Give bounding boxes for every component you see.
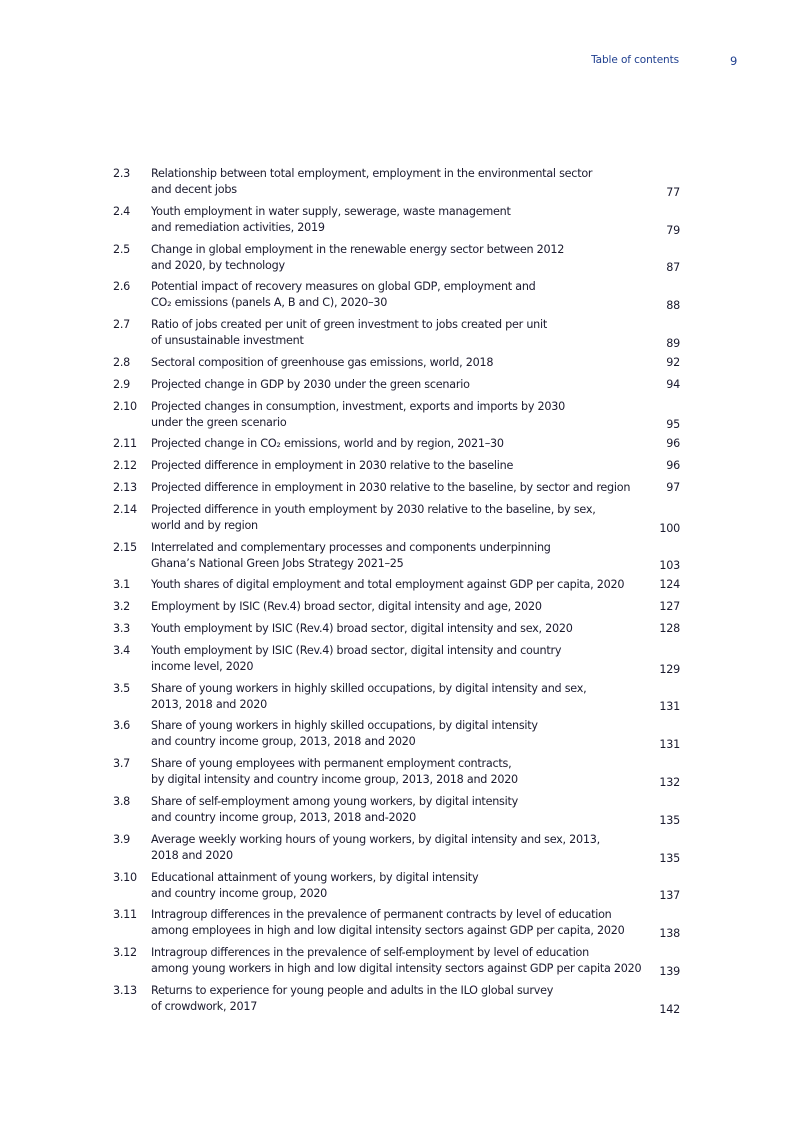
toc-entry-page: 88 <box>666 299 680 313</box>
toc-entry[interactable] <box>113 870 680 908</box>
toc-entry[interactable] <box>113 399 680 437</box>
toc-entry-number: 2.10 <box>113 399 137 413</box>
toc-entry-title <box>151 983 661 1015</box>
toc-entry-title-line: and remediation activities, 2019 <box>151 220 325 234</box>
toc-entry-title-line: by digital intensity and country income group, 2013, 2018 and 2020 <box>151 773 518 787</box>
toc-entry-title-line: Educational attainment of young workers, by digital intensity <box>151 870 479 884</box>
toc-entry-title <box>151 355 661 371</box>
toc-entry[interactable] <box>113 279 680 317</box>
toc-entry[interactable] <box>113 756 680 794</box>
toc-entry-page: 131 <box>659 738 680 752</box>
toc-entry-title-line: Projected change in GDP by 2030 under the green scenario <box>151 377 470 391</box>
toc-entry-page: 96 <box>666 459 680 473</box>
toc-entry-number: 3.1 <box>113 578 131 592</box>
toc-entry-title-line: Share of young workers in highly skilled occupations, by digital intensity <box>151 719 538 733</box>
toc-entry[interactable] <box>113 355 680 377</box>
toc-entry-title <box>151 907 661 939</box>
toc-entry-title-line: Average weekly working hours of young workers, by digital intensity and sex, 2013, <box>151 832 600 846</box>
toc-entry-title-line: Ratio of jobs created per unit of green investment to jobs created per unit <box>151 318 548 332</box>
toc-entry-title-line: income level, 2020 <box>151 659 254 673</box>
toc-entry-number: 3.8 <box>113 794 131 808</box>
toc-entry[interactable] <box>113 204 680 242</box>
toc-entry-title <box>151 480 661 496</box>
toc-entry-title-line: Youth shares of digital employment and total employment against GDP per capita, 2020 <box>151 578 625 592</box>
toc-entry-page: 95 <box>666 418 680 432</box>
toc-entry-title <box>151 399 661 431</box>
toc-entry-page: 127 <box>659 600 680 614</box>
toc-entry-title <box>151 540 661 572</box>
toc-entry-number: 3.10 <box>113 870 137 884</box>
toc-entry-number: 2.12 <box>113 459 137 473</box>
table-of-contents-list <box>113 166 680 1021</box>
toc-entry-title-line: Projected change in CO₂ emissions, world and by region, 2021–30 <box>151 437 504 451</box>
toc-entry-title-line: among young workers in high and low digital intensity sectors against GDP per capita 2020 <box>151 962 642 976</box>
toc-entry-title <box>151 718 661 750</box>
toc-entry-number: 2.6 <box>113 280 131 294</box>
toc-entry-title-line: Intragroup differences in the prevalence of permanent contracts by level of education <box>151 908 612 922</box>
toc-entry-number: 3.13 <box>113 983 137 997</box>
toc-entry-title-line: Change in global employment in the renewable energy sector between 2012 <box>151 242 565 256</box>
toc-entry-title <box>151 242 661 274</box>
toc-entry-title <box>151 577 661 593</box>
toc-entry-number: 2.15 <box>113 540 137 554</box>
toc-entry-page: 100 <box>659 521 680 535</box>
running-header <box>0 54 793 70</box>
toc-entry-page: 131 <box>659 700 680 714</box>
toc-entry-page: 138 <box>659 927 680 941</box>
toc-entry-page: 135 <box>659 813 680 827</box>
toc-entry[interactable] <box>113 577 680 599</box>
toc-entry-title-line: Intragroup differences in the prevalence of self-employment by level of education <box>151 946 589 960</box>
toc-entry-title <box>151 458 661 474</box>
toc-entry[interactable] <box>113 621 680 643</box>
toc-entry-number: 3.3 <box>113 621 131 635</box>
toc-entry-number: 3.11 <box>113 908 137 922</box>
toc-entry-title-line: Potential impact of recovery measures on global GDP, employment and <box>151 280 536 294</box>
toc-entry-title-line: Relationship between total employment, employment in the environmental sector <box>151 167 593 180</box>
toc-entry-title <box>151 794 661 826</box>
toc-entry[interactable] <box>113 718 680 756</box>
toc-entry-title-line: and decent jobs <box>151 183 237 196</box>
page-number: 9 <box>730 54 738 68</box>
toc-entry-page: 128 <box>659 621 680 635</box>
toc-entry-title <box>151 643 661 675</box>
toc-entry-title <box>151 436 661 452</box>
toc-entry-title <box>151 377 661 393</box>
toc-entry-page: 87 <box>666 261 680 275</box>
toc-entry[interactable] <box>113 832 680 870</box>
toc-entry-page: 77 <box>666 185 680 199</box>
toc-entry-title <box>151 681 661 713</box>
toc-entry-page: 132 <box>659 775 680 789</box>
toc-entry-number: 3.9 <box>113 832 131 846</box>
toc-entry[interactable] <box>113 643 680 681</box>
toc-entry-page: 89 <box>666 336 680 350</box>
toc-entry-title-line: and 2020, by technology <box>151 258 285 272</box>
toc-entry[interactable] <box>113 983 680 1021</box>
toc-entry-number: 3.5 <box>113 681 131 695</box>
toc-entry[interactable] <box>113 907 680 945</box>
toc-entry-title <box>151 621 661 637</box>
toc-entry-title-line: Projected changes in consumption, investment, exports and imports by 2030 <box>151 399 566 413</box>
toc-entry-number: 2.11 <box>113 437 137 451</box>
toc-entry-title-line: and country income group, 2013, 2018 and 2020 <box>151 735 416 749</box>
toc-entry-page: 97 <box>666 480 680 494</box>
toc-entry-page: 137 <box>659 889 680 903</box>
toc-entry-title-line: Employment by ISIC (Rev.4) broad sector, digital intensity and age, 2020 <box>151 600 542 614</box>
toc-entry-number: 3.2 <box>113 600 131 614</box>
toc-entry-number: 2.3 <box>113 167 131 180</box>
toc-entry-page: 103 <box>659 559 680 573</box>
toc-entry-number: 2.7 <box>113 318 131 332</box>
toc-entry[interactable] <box>113 480 680 502</box>
toc-entry[interactable] <box>113 436 680 458</box>
toc-entry[interactable] <box>113 317 680 355</box>
toc-entry-number: 2.14 <box>113 502 137 516</box>
toc-entry-title-line: Projected difference in employment in 2030 relative to the baseline <box>151 459 514 473</box>
toc-entry[interactable] <box>113 945 680 983</box>
toc-entry-page: 79 <box>666 223 680 237</box>
toc-entry-title-line: Youth employment in water supply, sewerage, waste management <box>151 204 511 218</box>
toc-entry[interactable] <box>113 458 680 480</box>
toc-entry-title-line: 2018 and 2020 <box>151 848 233 862</box>
toc-entry-title-line: Interrelated and complementary processes and components underpinning <box>151 540 551 554</box>
toc-entry[interactable] <box>113 502 680 540</box>
toc-entry-title <box>151 756 661 788</box>
toc-entry-title-line: and country income group, 2013, 2018 and-2020 <box>151 810 416 824</box>
toc-entry-page: 94 <box>666 377 680 391</box>
toc-entry-title <box>151 279 661 311</box>
toc-entry[interactable] <box>113 377 680 399</box>
toc-entry[interactable] <box>113 681 680 719</box>
toc-entry-title-line: Share of self-employment among young workers, by digital intensity <box>151 794 518 808</box>
toc-entry-page: 129 <box>659 662 680 676</box>
toc-entry[interactable] <box>113 242 680 280</box>
toc-entry-page: 139 <box>659 964 680 978</box>
section-title: Table of contents <box>591 54 679 66</box>
toc-entry-page: 124 <box>659 578 680 592</box>
toc-entry-number: 3.12 <box>113 946 137 960</box>
toc-entry-title-line: under the green scenario <box>151 415 287 429</box>
toc-entry-number: 2.4 <box>113 204 131 218</box>
toc-entry-title-line: 2013, 2018 and 2020 <box>151 697 267 711</box>
toc-entry-title-line: Sectoral composition of greenhouse gas emissions, world, 2018 <box>151 355 494 369</box>
toc-entry[interactable] <box>113 540 680 578</box>
toc-entry-title-line: Share of young employees with permanent employment contracts, <box>151 757 512 771</box>
toc-entry-title-line: Youth employment by ISIC (Rev.4) broad sector, digital intensity and country <box>151 643 562 657</box>
toc-entry[interactable] <box>113 166 680 204</box>
toc-entry-number: 2.9 <box>113 377 131 391</box>
toc-entry-page: 96 <box>666 437 680 451</box>
toc-entry-title <box>151 204 661 236</box>
toc-entry-title-line: among employees in high and low digital intensity sectors against GDP per capita, 2020 <box>151 924 625 938</box>
toc-entry[interactable] <box>113 794 680 832</box>
toc-entry-title-line: world and by region <box>151 518 258 532</box>
toc-entry-number: 2.8 <box>113 355 131 369</box>
toc-entry-title <box>151 945 661 977</box>
toc-entry-title-line: of crowdwork, 2017 <box>151 999 258 1013</box>
toc-entry-title <box>151 832 661 864</box>
toc-entry-page: 142 <box>659 1002 680 1016</box>
toc-entry-title-line: Projected difference in employment in 2030 relative to the baseline, by sector and region <box>151 480 631 494</box>
toc-entry-title <box>151 317 661 349</box>
toc-entry-title-line: Youth employment by ISIC (Rev.4) broad sector, digital intensity and sex, 2020 <box>151 621 573 635</box>
toc-entry-title-line: Projected difference in youth employment by 2030 relative to the baseline, by sex, <box>151 502 596 516</box>
toc-entry-number: 3.4 <box>113 643 131 657</box>
toc-entry-title-line: CO₂ emissions (panels A, B and C), 2020–30 <box>151 296 388 310</box>
toc-entry-title-line: Returns to experience for young people and adults in the ILO global survey <box>151 983 554 997</box>
toc-entry-title-line: and country income group, 2020 <box>151 886 328 900</box>
toc-entry-number: 2.13 <box>113 480 137 494</box>
toc-entry[interactable] <box>113 599 680 621</box>
toc-entry-title <box>151 166 661 198</box>
toc-entry-title <box>151 599 661 615</box>
toc-entry-number: 2.5 <box>113 242 131 256</box>
toc-entry-number: 3.7 <box>113 757 131 771</box>
toc-entry-title <box>151 502 661 534</box>
toc-entry-title-line: of unsustainable investment <box>151 334 304 348</box>
toc-entry-title <box>151 870 661 902</box>
toc-entry-title-line: Ghana’s National Green Jobs Strategy 2021–25 <box>151 556 404 570</box>
toc-entry-page: 135 <box>659 851 680 865</box>
toc-entry-page: 92 <box>666 355 680 369</box>
toc-entry-title-line: Share of young workers in highly skilled occupations, by digital intensity and sex, <box>151 681 587 695</box>
toc-entry-number: 3.6 <box>113 719 131 733</box>
